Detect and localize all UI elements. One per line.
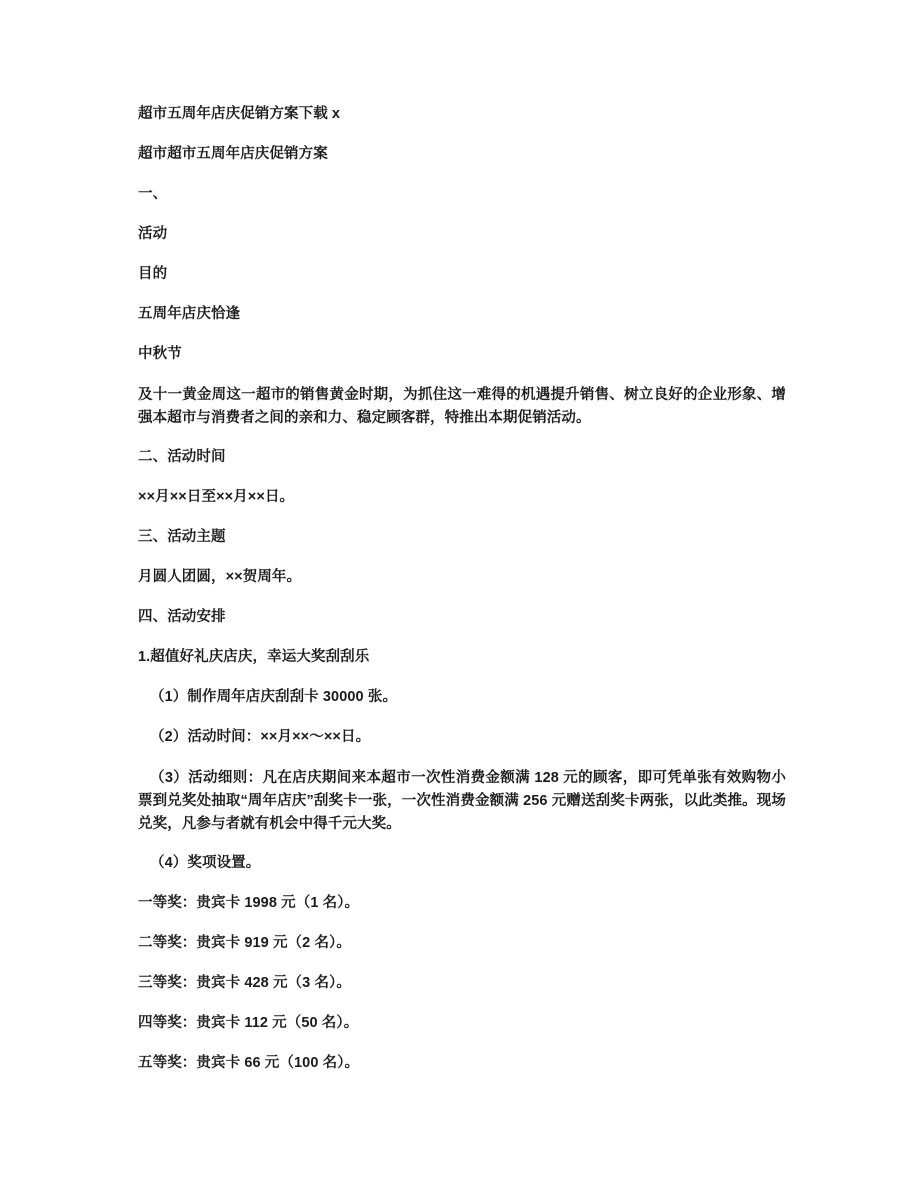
prize-row-fifth: 五等奖：贵宾卡 66 元（100 名）。 xyxy=(138,1055,360,1071)
prize-row-second: 二等奖：贵宾卡 919 元（2 名）。 xyxy=(138,935,351,951)
section-3-heading: 三、活动主题 xyxy=(138,529,226,545)
section-2-heading: 二、活动时间 xyxy=(138,449,226,465)
section-1-line-festival: 中秋节 xyxy=(138,346,182,362)
section-4-item-1-sub-c: （3）活动细则：凡在店庆期间来本超市一次性消费金额满 128 元的顾客，即可凭单张有效购物小票到兑奖处抽取“周年店庆”刮奖卡一张，一次性消费金额满 256 元赠送刮奖卡两张，以此类推。现场兑奖，凡参与者就有机会中得千元大奖。 xyxy=(138,770,786,832)
section-4-item-1-sub-a: （1）制作周年店庆刮刮卡 30000 张。 xyxy=(150,689,398,705)
section-4-item-1: 1.超值好礼庆店庆，幸运大奖刮刮乐 xyxy=(138,649,370,665)
section-2-body: ××月××日至××月××日。 xyxy=(138,489,295,505)
section-4-item-1-sub-d: （4）奖项设置。 xyxy=(150,855,261,871)
section-3-body: 月圆人团圆，××贺周年。 xyxy=(138,569,302,585)
prize-row-third: 三等奖：贵宾卡 428 元（3 名）。 xyxy=(138,975,351,991)
section-1-line-anniversary: 五周年店庆恰逢 xyxy=(138,306,241,322)
prize-row-fourth: 四等奖：贵宾卡 112 元（50 名）。 xyxy=(138,1015,359,1031)
section-1-word-activity: 活动 xyxy=(138,226,168,242)
section-4-item-1-sub-b: （2）活动时间：××月××～××日。 xyxy=(150,729,371,745)
section-1-label: 一、 xyxy=(138,186,168,202)
section-1-body: 及十一黄金周这一超市的销售黄金时期，为抓住这一难得的机遇提升销售、树立良好的企业形象、增强本超市与消费者之间的亲和力、稳定顾客群，特推出本期促销活动。 xyxy=(138,387,786,426)
prize-row-first: 一等奖：贵宾卡 1998 元（1 名）。 xyxy=(138,895,360,911)
document-heading: 超市超市五周年店庆促销方案 xyxy=(138,146,328,162)
section-4-heading: 四、活动安排 xyxy=(138,609,226,625)
document-body xyxy=(138,104,786,1093)
document-title: 超市五周年店庆促销方案下载 x xyxy=(138,106,341,122)
section-1-word-purpose: 目的 xyxy=(138,266,168,282)
